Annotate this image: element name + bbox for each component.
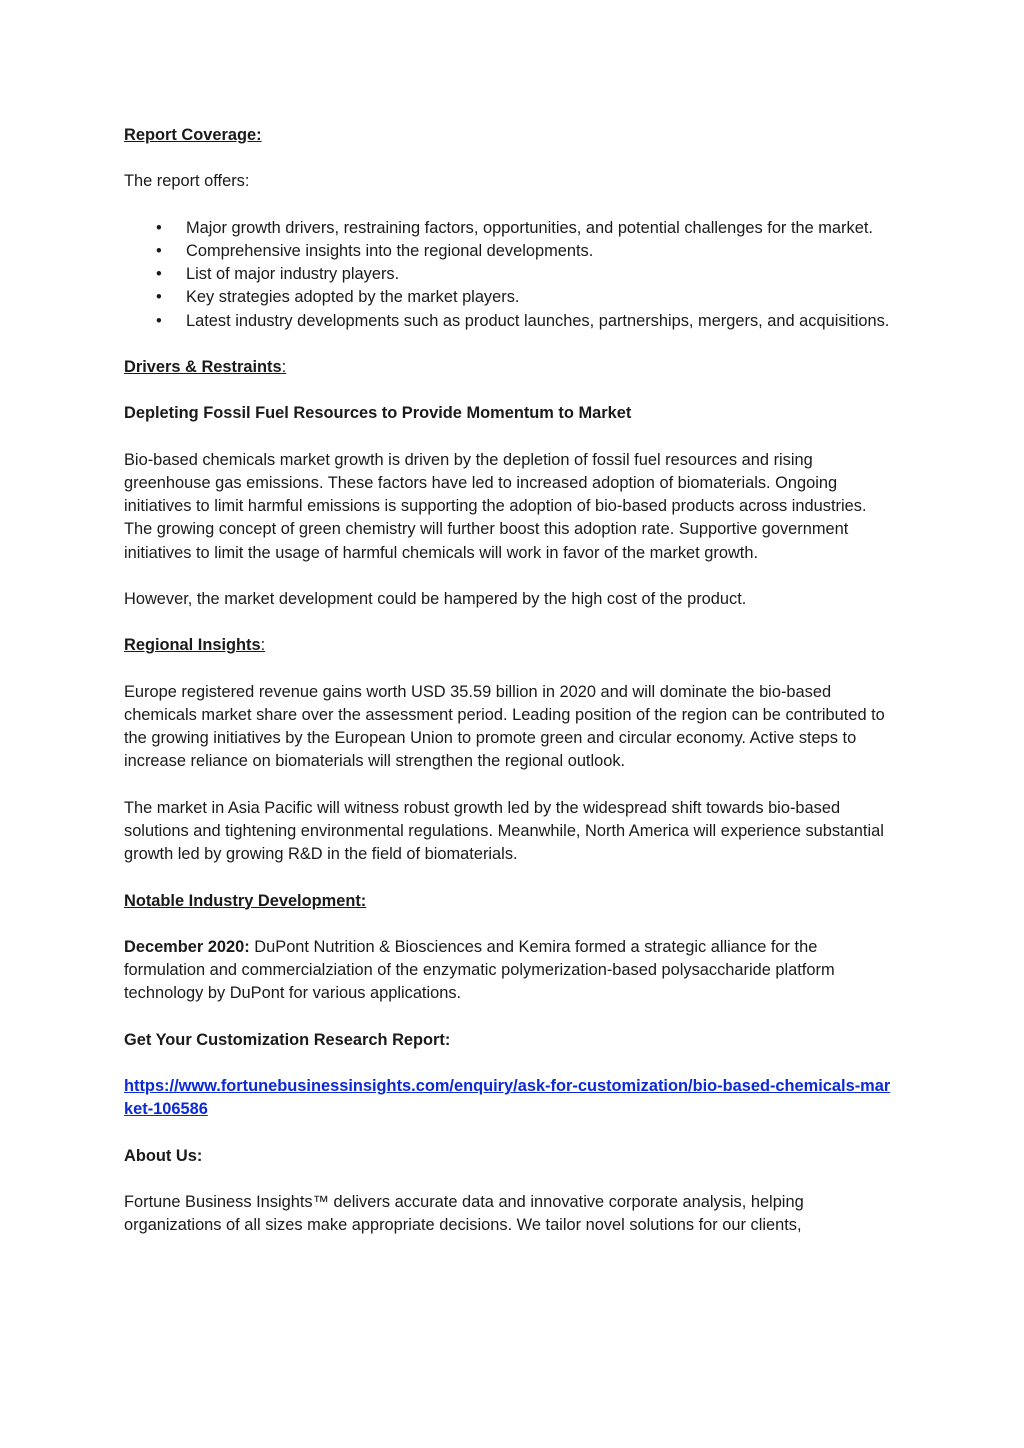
spacer: [124, 1052, 894, 1075]
list-item: • Comprehensive insights into the regional developments.: [124, 240, 894, 263]
notable-date-label: December 2020:: [124, 937, 250, 956]
spacer: [124, 379, 894, 402]
customization-link-paragraph: [124, 1075, 894, 1121]
spacer: [124, 1168, 894, 1191]
regional-heading-colon: :: [260, 636, 266, 655]
notable-text: DuPont Nutrition & Biosciences and Kemira formed a strategic alliance for the formulation and commercialziation of the enzymatic polymerization-based polysaccharide platform technology by DuPont for various applications.: [124, 937, 835, 1003]
spacer: [124, 658, 894, 681]
report-intro: The report offers:: [124, 172, 250, 191]
spacer: [124, 147, 894, 170]
drivers-paragraph-1: Bio-based chemicals market growth is driven by the depletion of fossil fuel resources and rising greenhouse gas emissions. These factors have led to increased adoption of biomaterials. Ongoing initiatives to limit harmful emissions is supporting the adoption of bio-based products across industries. The growing concept of green chemistry will further boost this adoption rate. Supportive government initiatives to limit the usage of harmful chemicals will work in favor of the market growth.: [124, 450, 867, 562]
spacer: [124, 913, 894, 936]
spacer: [124, 333, 894, 356]
spacer: [124, 774, 894, 797]
notable-heading: [124, 890, 894, 913]
document-page: [124, 124, 894, 1238]
about-heading: About Us:: [124, 1146, 203, 1165]
regional-heading-text: Regional Insights: [124, 636, 261, 655]
drivers-heading-text: Drivers & Restraints: [124, 357, 282, 376]
regional-heading: [124, 634, 894, 657]
spacer: [124, 426, 894, 449]
spacer: [124, 611, 894, 634]
spacer: [124, 1122, 894, 1145]
customization-link[interactable]: https://www.fortunebusinessinsights.com/enquiry/ask-for-customization/bio-based-chemicals-market-106586: [124, 1077, 891, 1119]
list-item: • List of major industry players.: [124, 263, 894, 286]
report-offers-list: [124, 217, 894, 333]
drivers-paragraph-2: However, the market development could be hampered by the high cost of the product.: [124, 589, 747, 608]
drivers-heading-colon: :: [281, 357, 287, 376]
spacer: [124, 194, 894, 217]
about-paragraph: Fortune Business Insights™ delivers accurate data and innovative corporate analysis, helping organizations of all sizes make appropriate decisions. We tailor novel solutions for our clients,: [124, 1193, 804, 1235]
regional-paragraph-2: The market in Asia Pacific will witness robust growth led by the widespread shift towards bio-based solutions and tightening environmental regulations. Meanwhile, North America will experience substantial growth led by growing R&D in the field of biomaterials.: [124, 798, 884, 864]
list-item: • Major growth drivers, restraining factors, opportunities, and potential challenges for the market.: [124, 217, 894, 240]
notable-heading-text: Notable Industry Development:: [124, 891, 367, 910]
spacer: [124, 1006, 894, 1029]
drivers-heading: [124, 356, 894, 379]
customization-heading: Get Your Customization Research Report:: [124, 1030, 451, 1049]
spacer: [124, 866, 894, 889]
list-item: • Key strategies adopted by the market players.: [124, 286, 894, 309]
drivers-subheading: Depleting Fossil Fuel Resources to Provide Momentum to Market: [124, 404, 632, 423]
report-coverage-heading: [124, 124, 894, 147]
notable-paragraph: [124, 936, 894, 1006]
regional-paragraph-1: Europe registered revenue gains worth USD 35.59 billion in 2020 and will dominate the bio-based chemicals market share over the assessment period. Leading position of the region can be contributed to the growing initiatives by the European Union to promote green and circular economy. Active steps to increase reliance on biomaterials will strengthen the regional outlook.: [124, 682, 885, 771]
report-coverage-heading-text: Report Coverage:: [124, 126, 262, 144]
spacer: [124, 565, 894, 588]
list-item: • Latest industry developments such as product launches, partnerships, mergers, and acquisitions.: [124, 310, 894, 333]
